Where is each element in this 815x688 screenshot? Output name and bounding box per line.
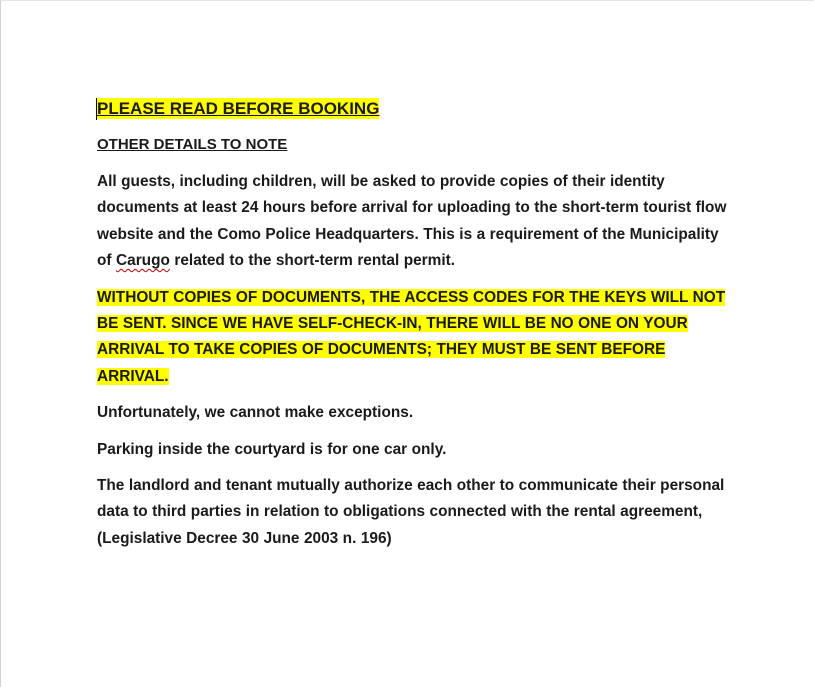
heading-text: PLEASE READ BEFORE BOOKING bbox=[97, 99, 380, 118]
paragraph-no-exceptions: Unfortunately, we cannot make exceptions. bbox=[97, 404, 414, 422]
paragraph-parking: Parking inside the courtyard is for one car only. bbox=[97, 440, 447, 458]
paragraph-data-consent: The landlord and tenant mutually authorize each other to communicate their personal data to third parties in relation to obligations connected with the rental agreement, (Legislative Decree 30 June 2003 n. 196) bbox=[97, 477, 725, 547]
paragraph-highlighted-warning bbox=[97, 285, 737, 391]
text-cursor bbox=[96, 98, 97, 120]
highlighted-warning-text: WITHOUT COPIES OF DOCUMENTS, THE ACCESS CODES FOR THE KEYS WILL NOT BE SENT. SINCE WE HAVE SELF-CHECK-IN, THERE WILL BE NO ONE ON YOUR ARRIVAL TO TAKE COPIES OF DOCUMENTS; THEY MUST BE SENT BEFORE ARRIVAL. bbox=[97, 288, 726, 385]
paragraph-text-start: All guests, including children, will be asked to provide copies of their identity documents at least 24 hours before arrival for uploading to the short-term tourist flow website and the Como Police Headquarters. This is a requirement of the Municipality of bbox=[97, 173, 727, 270]
document-body[interactable] bbox=[97, 97, 737, 562]
spellcheck-flagged-word[interactable]: Carugo bbox=[116, 252, 170, 270]
document-heading bbox=[97, 97, 737, 121]
section-subheading: OTHER DETAILS TO NOTE bbox=[97, 136, 288, 153]
paragraph-text-end: related to the short-term rental permit. bbox=[169, 252, 456, 270]
paragraph-identity-documents bbox=[97, 169, 737, 275]
